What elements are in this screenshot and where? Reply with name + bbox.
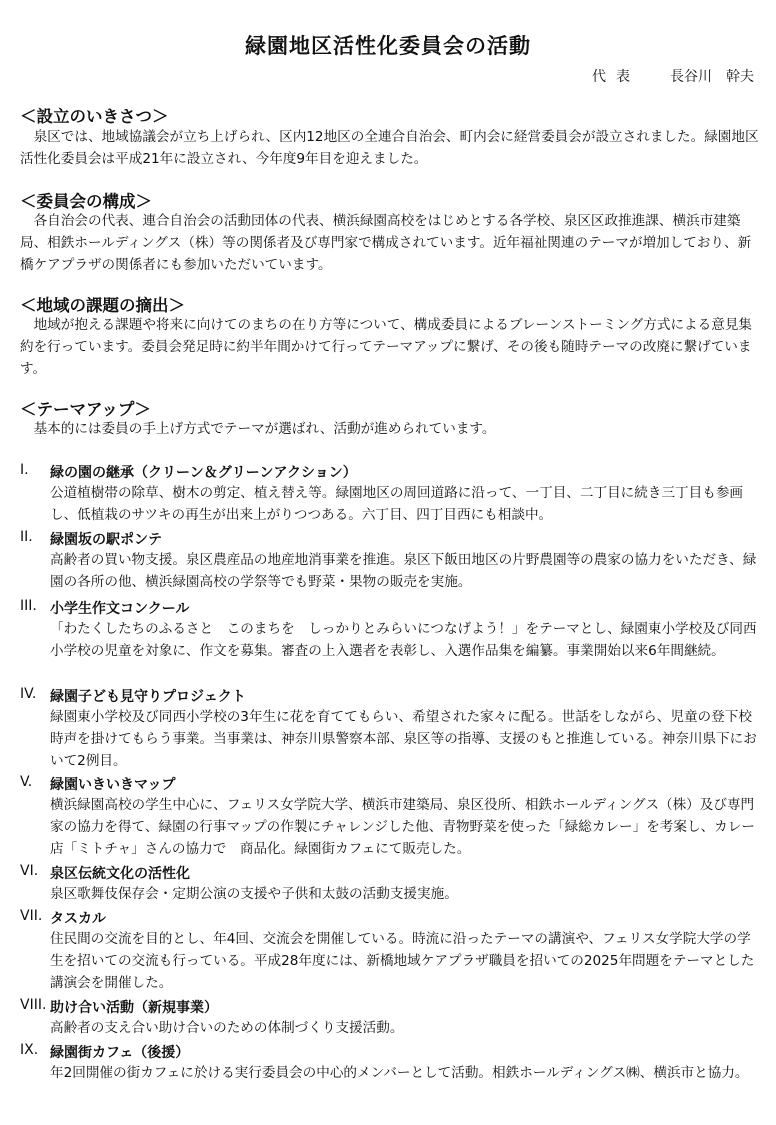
item-title: 助け合い活動（新規事業） [50,1000,218,1016]
item-title: 小学生作文コンクール [50,601,190,617]
item-body: 公道植樹帯の除草、樹木の剪定、植え替え等。緑園地区の周回道路に沿って、一丁目、二丁目に続き三丁目も参画し、低植栽のサツキの再生が出来上がりつつある。六丁目、四丁目西にも相談中。 [50,485,744,523]
section-text-theme-up: 基本的には委員の手上げ方式でテーマが選ばれ、活動が進められています。 [33,421,496,437]
item-number: IV. [20,686,37,702]
section-heading-issues: ＜地域の課題の摘出＞ [20,296,185,315]
section-heading-establishment: ＜設立のいきさつ＞ [20,107,169,126]
item-body: 高齢者の支え合い助け合いのための体制づくり支援活動。 [50,1020,404,1036]
item-body: 年2回開催の街カフェに於ける実行委員会の中心的メンバーとして活動。相鉄ホールディングス㈱、横浜市と協力。 [50,1065,749,1081]
item-title: 緑園坂の駅ポンテ [50,532,162,548]
item-number: I. [20,462,29,478]
item-number: V. [20,774,33,790]
document-title: 緑園地区活性化委員会の活動 [245,34,531,58]
item-body: 横浜緑園高校の学生中心に、フェリス女学院大学、横浜市建築局、泉区役所、相鉄ホールディングス（株）及び専門家の協力を得て、緑園の行事マップの作製にチャレンジした他、青物野菜を使った「緑総カレー」を考案し、カレー店「ミトチャ」さんの協力で 商品化。緑園街カフェにて販売した。 [50,797,755,857]
item-body: 緑園東小学校及び同西小学校の3年生に花を育ててもらい、希望された家々に配る。世話をしながら、児童の登下校時声を掛けてもらう事業。当事業は、神奈川県警察本部、泉区等の指導、支援のもと推進している。神奈川県下において2例目。 [50,709,757,769]
item-title: 泉区伝統文化の活性化 [50,866,190,882]
item-number: VIII. [20,997,47,1013]
section-heading-composition: ＜委員会の構成＞ [20,192,152,211]
item-body: 泉区歌舞伎保存会・定期公演の支援や子供和太鼓の活動支援実施。 [50,886,458,902]
item-number: IX. [20,1042,39,1058]
item-title: 緑園街カフェ（後援） [50,1045,190,1061]
section-text-establishment: 泉区では、地域協議会が立ち上げられ、区内12地区の全連合自治会、町内会に経営委員会が設立されました。緑園地区活性化委員会は平成21年に設立され、今年度9年目を迎えました。 [20,129,759,167]
item-number: VI. [20,863,39,879]
item-number: III. [20,598,37,614]
section-heading-theme-up: ＜テーマアップ＞ [20,400,151,419]
author-name: 長谷川 幹夫 [670,69,754,85]
author-role: 代表 [592,69,640,85]
item-title: 緑園いきいきマップ [50,777,176,793]
item-number: VII. [20,908,43,924]
item-number: II. [20,529,33,545]
section-text-composition: 各自治会の代表、連合自治会の活動団体の代表、横浜緑園高校をはじめとする各学校、泉区区政推進課、横浜市建築局、相鉄ホールディングス（株）等の関係者及び専門家で構成されています。近年福祉関連のテーマが増加しており、新橋ケアプラザの関係者にも参加いただいています。 [20,213,752,273]
item-body: 「わたくしたちのふるさと このまちを しっかりとみらいにつなげよう！」をテーマとし、緑園東小学校及び同西小学校の児童を対象に、作文を募集。審査の上入選者を表彰し、入選作品集を編纂。事業開始以来6年間継続。 [50,621,757,659]
item-title: 緑の園の継承（クリーン＆グリーンアクション） [50,465,357,481]
item-body: 高齢者の買い物支援。泉区農産品の地産地消事業を推進。泉区下飯田地区の片野農園等の農家の協力をいただき、緑園の各所の他、横浜緑園高校の学祭等でも野菜・果物の販売を実施。 [50,552,757,590]
item-title: 緑園子ども見守りプロジェクト [50,689,246,705]
item-title: タスカル [50,911,106,927]
item-body: 住民間の交流を目的とし、年4回、交流会を開催している。時流に沿ったテーマの講演や、フェリス女学院大学の学生を招いての交流も行っている。平成28年度には、新橋地域ケアプラザ職員を招いての2025年問題をテーマとした講演会を開催した。 [50,931,755,991]
section-text-issues: 地域が抱える課題や将来に向けてのまちの在り方等について、構成委員によるブレーンストーミング方式による意見集約を行っています。委員会発足時に約半年間かけて行ってテーマアップに繋げ、その後も随時テーマの改廃に繋げています。 [20,317,753,377]
author-line [592,66,754,86]
